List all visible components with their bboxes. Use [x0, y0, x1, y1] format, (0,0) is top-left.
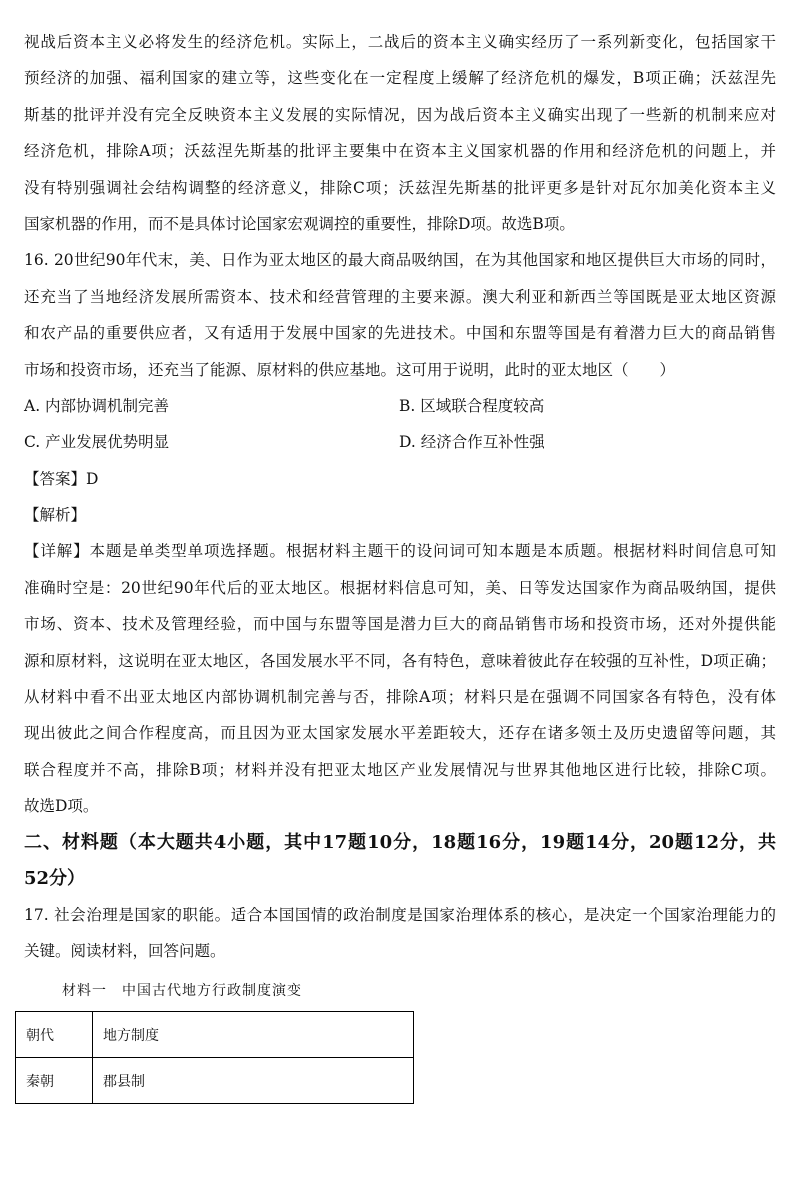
- text-line: 视战后资本主义必将发生的经济危机。实际上，二战后的资本主义确实经历了一系列新变化，包括国家干: [24, 33, 776, 51]
- question-stem-line: 和农产品的重要供应者，又有适用于发展中国家的先进技术。中国和东盟等国是有着潜力巨大的商品销售: [24, 324, 776, 343]
- option-a: A. 内部协调机制完善: [24, 396, 170, 415]
- option-b: B. 区域联合程度较高: [399, 396, 545, 415]
- document-page: [24, 24, 776, 1104]
- question-17: [24, 897, 776, 1105]
- answer-line: 【答案】D: [24, 469, 99, 488]
- section-title-line: 52分）: [24, 867, 86, 889]
- option-d: D. 经济合作互补性强: [399, 433, 545, 452]
- detail-line: 故选D项。: [24, 797, 99, 816]
- question-stem-line: 关键。阅读材料，回答问题。: [24, 941, 226, 960]
- detail-line: 市场、资本、技术及管理经验，而中国与东盟等国是潜力巨大的商品销售市场和投资市场，还对外提供能: [24, 615, 776, 634]
- detail-line: 从材料中看不出亚太地区内部协调机制完善与否，排除A项；材料只是在强调不同国家各有特色，没有体: [24, 688, 776, 707]
- analysis-label: 【解析】: [24, 506, 87, 525]
- question-stem-line: 16. 20世纪90年代末，美、日作为亚太地区的最大商品吸纳国，在为其他国家和地区提供巨大市场的同时，: [24, 251, 776, 270]
- table-cell: 郡县制: [93, 1058, 414, 1104]
- detail-line: 准确时空是：20世纪90年代后的亚太地区。根据材料信息可知，美、日等发达国家作为商品吸纳国，提供: [24, 578, 776, 597]
- section-heading: [24, 825, 776, 897]
- material-table: [15, 1011, 414, 1104]
- question-stem-line: 17. 社会治理是国家的职能。适合本国国情的政治制度是国家治理体系的核心，是决定一个国家治理能力的: [24, 905, 776, 924]
- section-title-line: 二、材料题（本大题共4小题，其中17题10分，18题16分，19题14分，20题12分，共: [24, 831, 776, 853]
- text-line: 国家机器的作用，而不是具体讨论国家宏观调控的重要性，排除D项。故选B项。: [24, 214, 575, 233]
- detail-line: 联合程度并不高，排除B项；材料并没有把亚太地区产业发展情况与世界其他地区进行比较，排除C项。: [24, 760, 776, 779]
- text-line: 没有特别强调社会结构调整的经济意义，排除C项；沃兹涅先斯基的批评更多是针对瓦尔加美化资本主义: [24, 178, 776, 197]
- text-line: 斯基的批评并没有完全反映资本主义发展的实际情况，因为战后资本主义确实出现了一些新的机制来应对: [24, 105, 776, 124]
- table-row: [16, 1012, 414, 1058]
- table-header-cell: 朝代: [16, 1012, 93, 1058]
- material-caption: 材料一 中国古代地方行政制度演变: [62, 983, 302, 1000]
- options-row: [24, 424, 776, 460]
- question-stem-line: 市场和投资市场，还充当了能源、原材料的供应基地。这可用于说明，此时的亚太地区（ ）: [24, 360, 676, 379]
- text-line: 经济危机，排除A项；沃兹涅先斯基的批评主要集中在资本主义国家机器的作用和经济危机的问题上，并: [24, 142, 776, 161]
- detail-line: 【详解】本题是单类型单项选择题。根据材料主题干的设问词可知本题是本质题。根据材料时间信息可知: [24, 542, 776, 561]
- table-cell: 秦朝: [16, 1058, 93, 1104]
- detail-line: 现出彼此之间合作程度高，而且因为亚太国家发展水平差距较大，还存在诸多领土及历史遗留等问题，其: [24, 724, 776, 743]
- prev-analysis: [24, 24, 776, 242]
- question-stem-line: 还充当了当地经济发展所需资本、技术和经营管理的主要来源。澳大利亚和新西兰等国既是亚太地区资源: [24, 287, 776, 306]
- table-header-cell: 地方制度: [93, 1012, 414, 1058]
- text-line: 预经济的加强、福利国家的建立等，这些变化在一定程度上缓解了经济危机的爆发，B项正确；沃兹涅先: [24, 69, 776, 88]
- options-row: [24, 388, 776, 424]
- table-row: [16, 1058, 414, 1104]
- question-16: [24, 242, 776, 824]
- option-c: C. 产业发展优势明显: [24, 433, 170, 452]
- detail-line: 源和原材料，这说明在亚太地区，各国发展水平不同，各有特色，意味着彼此存在较强的互补性，D项正确；: [24, 651, 776, 670]
